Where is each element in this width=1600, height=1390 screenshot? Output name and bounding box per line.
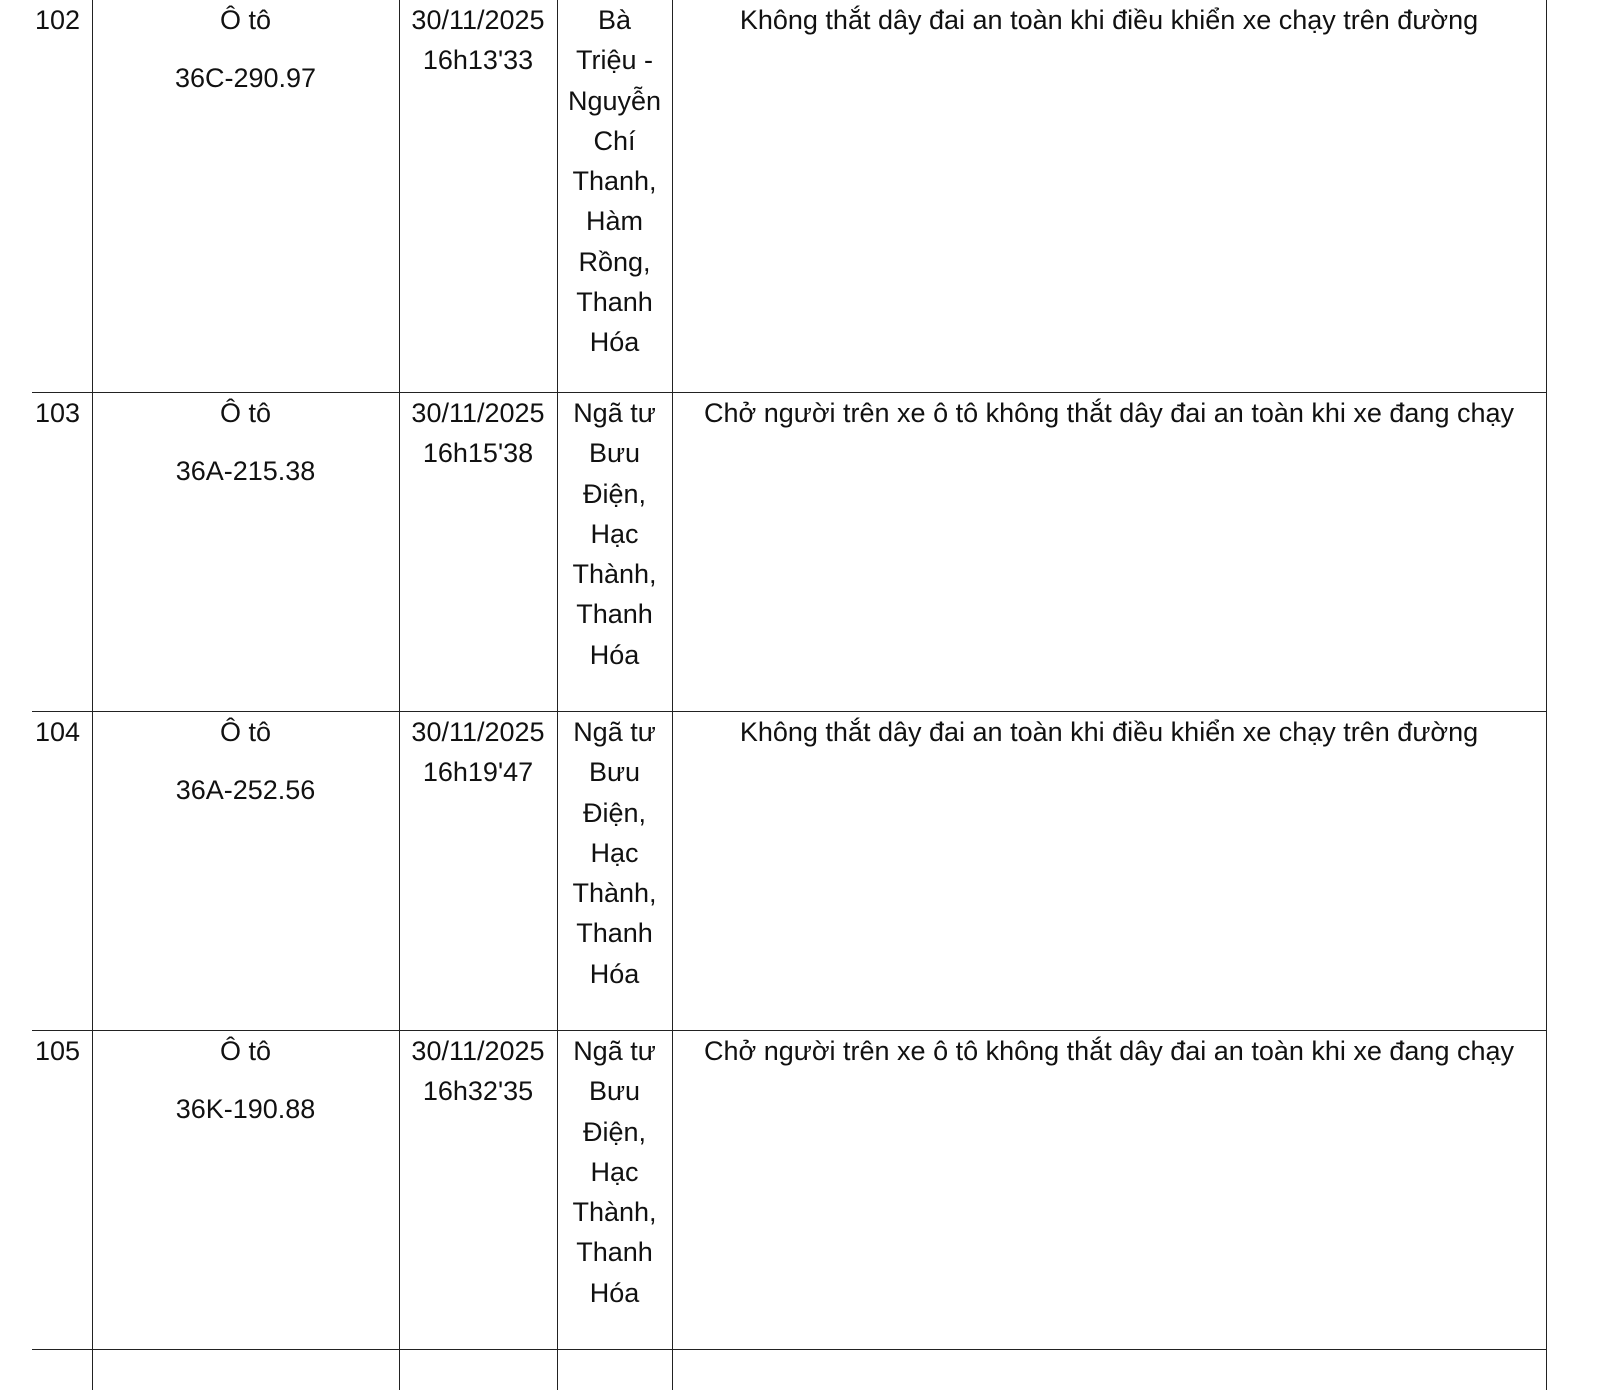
table-row [32, 712, 1546, 1031]
violation-description: Không thắt dây đai an toàn khi điều khiển xe chạy trên đường [672, 0, 1546, 393]
table-row [32, 0, 1546, 393]
violations-table-body [32, 0, 1546, 1390]
violation-date: 30/11/2025 [400, 712, 557, 752]
location-line: Hóa [558, 322, 672, 362]
location-line: Bưu [558, 1071, 672, 1111]
location-line: Thanh [558, 1232, 672, 1272]
vehicle-cell [92, 712, 399, 1031]
vehicle-type: Ô tô [93, 1031, 399, 1071]
vehicle-cell [92, 1031, 399, 1350]
location-line: Điện, [558, 1112, 672, 1152]
location-line: Ngã tư [558, 393, 672, 433]
license-plate: 36A-252.56 [93, 770, 399, 810]
row-number: 102 [32, 0, 92, 393]
datetime-cell [399, 1031, 557, 1350]
location-line: Thanh [558, 594, 672, 634]
location-line: Thành, [558, 873, 672, 913]
table-row [32, 1031, 1546, 1350]
location-line: Bà [558, 0, 672, 40]
violation-time: 16h19'47 [400, 752, 557, 792]
location-line: Thanh [558, 282, 672, 322]
location-line: Bưu [558, 752, 672, 792]
location-line: Hạc [558, 514, 672, 554]
datetime-cell [399, 393, 557, 712]
row-number: 104 [32, 712, 92, 1031]
vehicle-type: Ô tô [93, 0, 399, 40]
row-number: 103 [32, 393, 92, 712]
row-number: 105 [32, 1031, 92, 1350]
location-line: Chí [558, 121, 672, 161]
location-line: Ngã tư [558, 1031, 672, 1071]
location-line: Triệu - [558, 40, 672, 80]
location-line: Hóa [558, 954, 672, 994]
violation-date: 30/11/2025 [400, 393, 557, 433]
vehicle-cell [92, 0, 399, 393]
location-line: Ngã tư [558, 712, 672, 752]
license-plate: 36C-290.97 [93, 58, 399, 98]
location-cell [557, 712, 672, 1031]
violation-description: Chở người trên xe ô tô không thắt dây đai an toàn khi xe đang chạy [672, 1031, 1546, 1350]
violation-description: Không thắt dây đai an toàn khi điều khiển xe chạy trên đường [672, 712, 1546, 1031]
location-cell [557, 0, 672, 393]
location-line: Thành, [558, 1192, 672, 1232]
location-cell [557, 1031, 672, 1350]
vehicle-type: Ô tô [93, 393, 399, 433]
location-line: Điện, [558, 793, 672, 833]
violation-description: Chở người trên xe ô tô không thắt dây đai an toàn khi xe đang chạy [672, 393, 1546, 712]
violation-time: 16h15'38 [400, 433, 557, 473]
location-line: Nguyễn [558, 81, 672, 121]
violations-table [32, 0, 1547, 1390]
location-line: Bưu [558, 433, 672, 473]
location-line: Hóa [558, 1273, 672, 1313]
location-line: Hạc [558, 833, 672, 873]
location-line: Hàm [558, 201, 672, 241]
datetime-cell [399, 0, 557, 393]
location-line: Thành, [558, 554, 672, 594]
license-plate: 36A-215.38 [93, 451, 399, 491]
location-line: Hạc [558, 1152, 672, 1192]
location-cell [557, 393, 672, 712]
location-line: Điện, [558, 474, 672, 514]
violation-time: 16h32'35 [400, 1071, 557, 1111]
datetime-cell [399, 712, 557, 1031]
location-line: Rồng, [558, 242, 672, 282]
violation-time: 16h13'33 [400, 40, 557, 80]
table-row [32, 393, 1546, 712]
vehicle-type: Ô tô [93, 712, 399, 752]
location-line: Hóa [558, 635, 672, 675]
license-plate: 36K-190.88 [93, 1089, 399, 1129]
vehicle-cell [92, 393, 399, 712]
violation-date: 30/11/2025 [400, 1031, 557, 1071]
location-line: Thanh [558, 913, 672, 953]
location-line: Thanh, [558, 161, 672, 201]
violation-date: 30/11/2025 [400, 0, 557, 40]
